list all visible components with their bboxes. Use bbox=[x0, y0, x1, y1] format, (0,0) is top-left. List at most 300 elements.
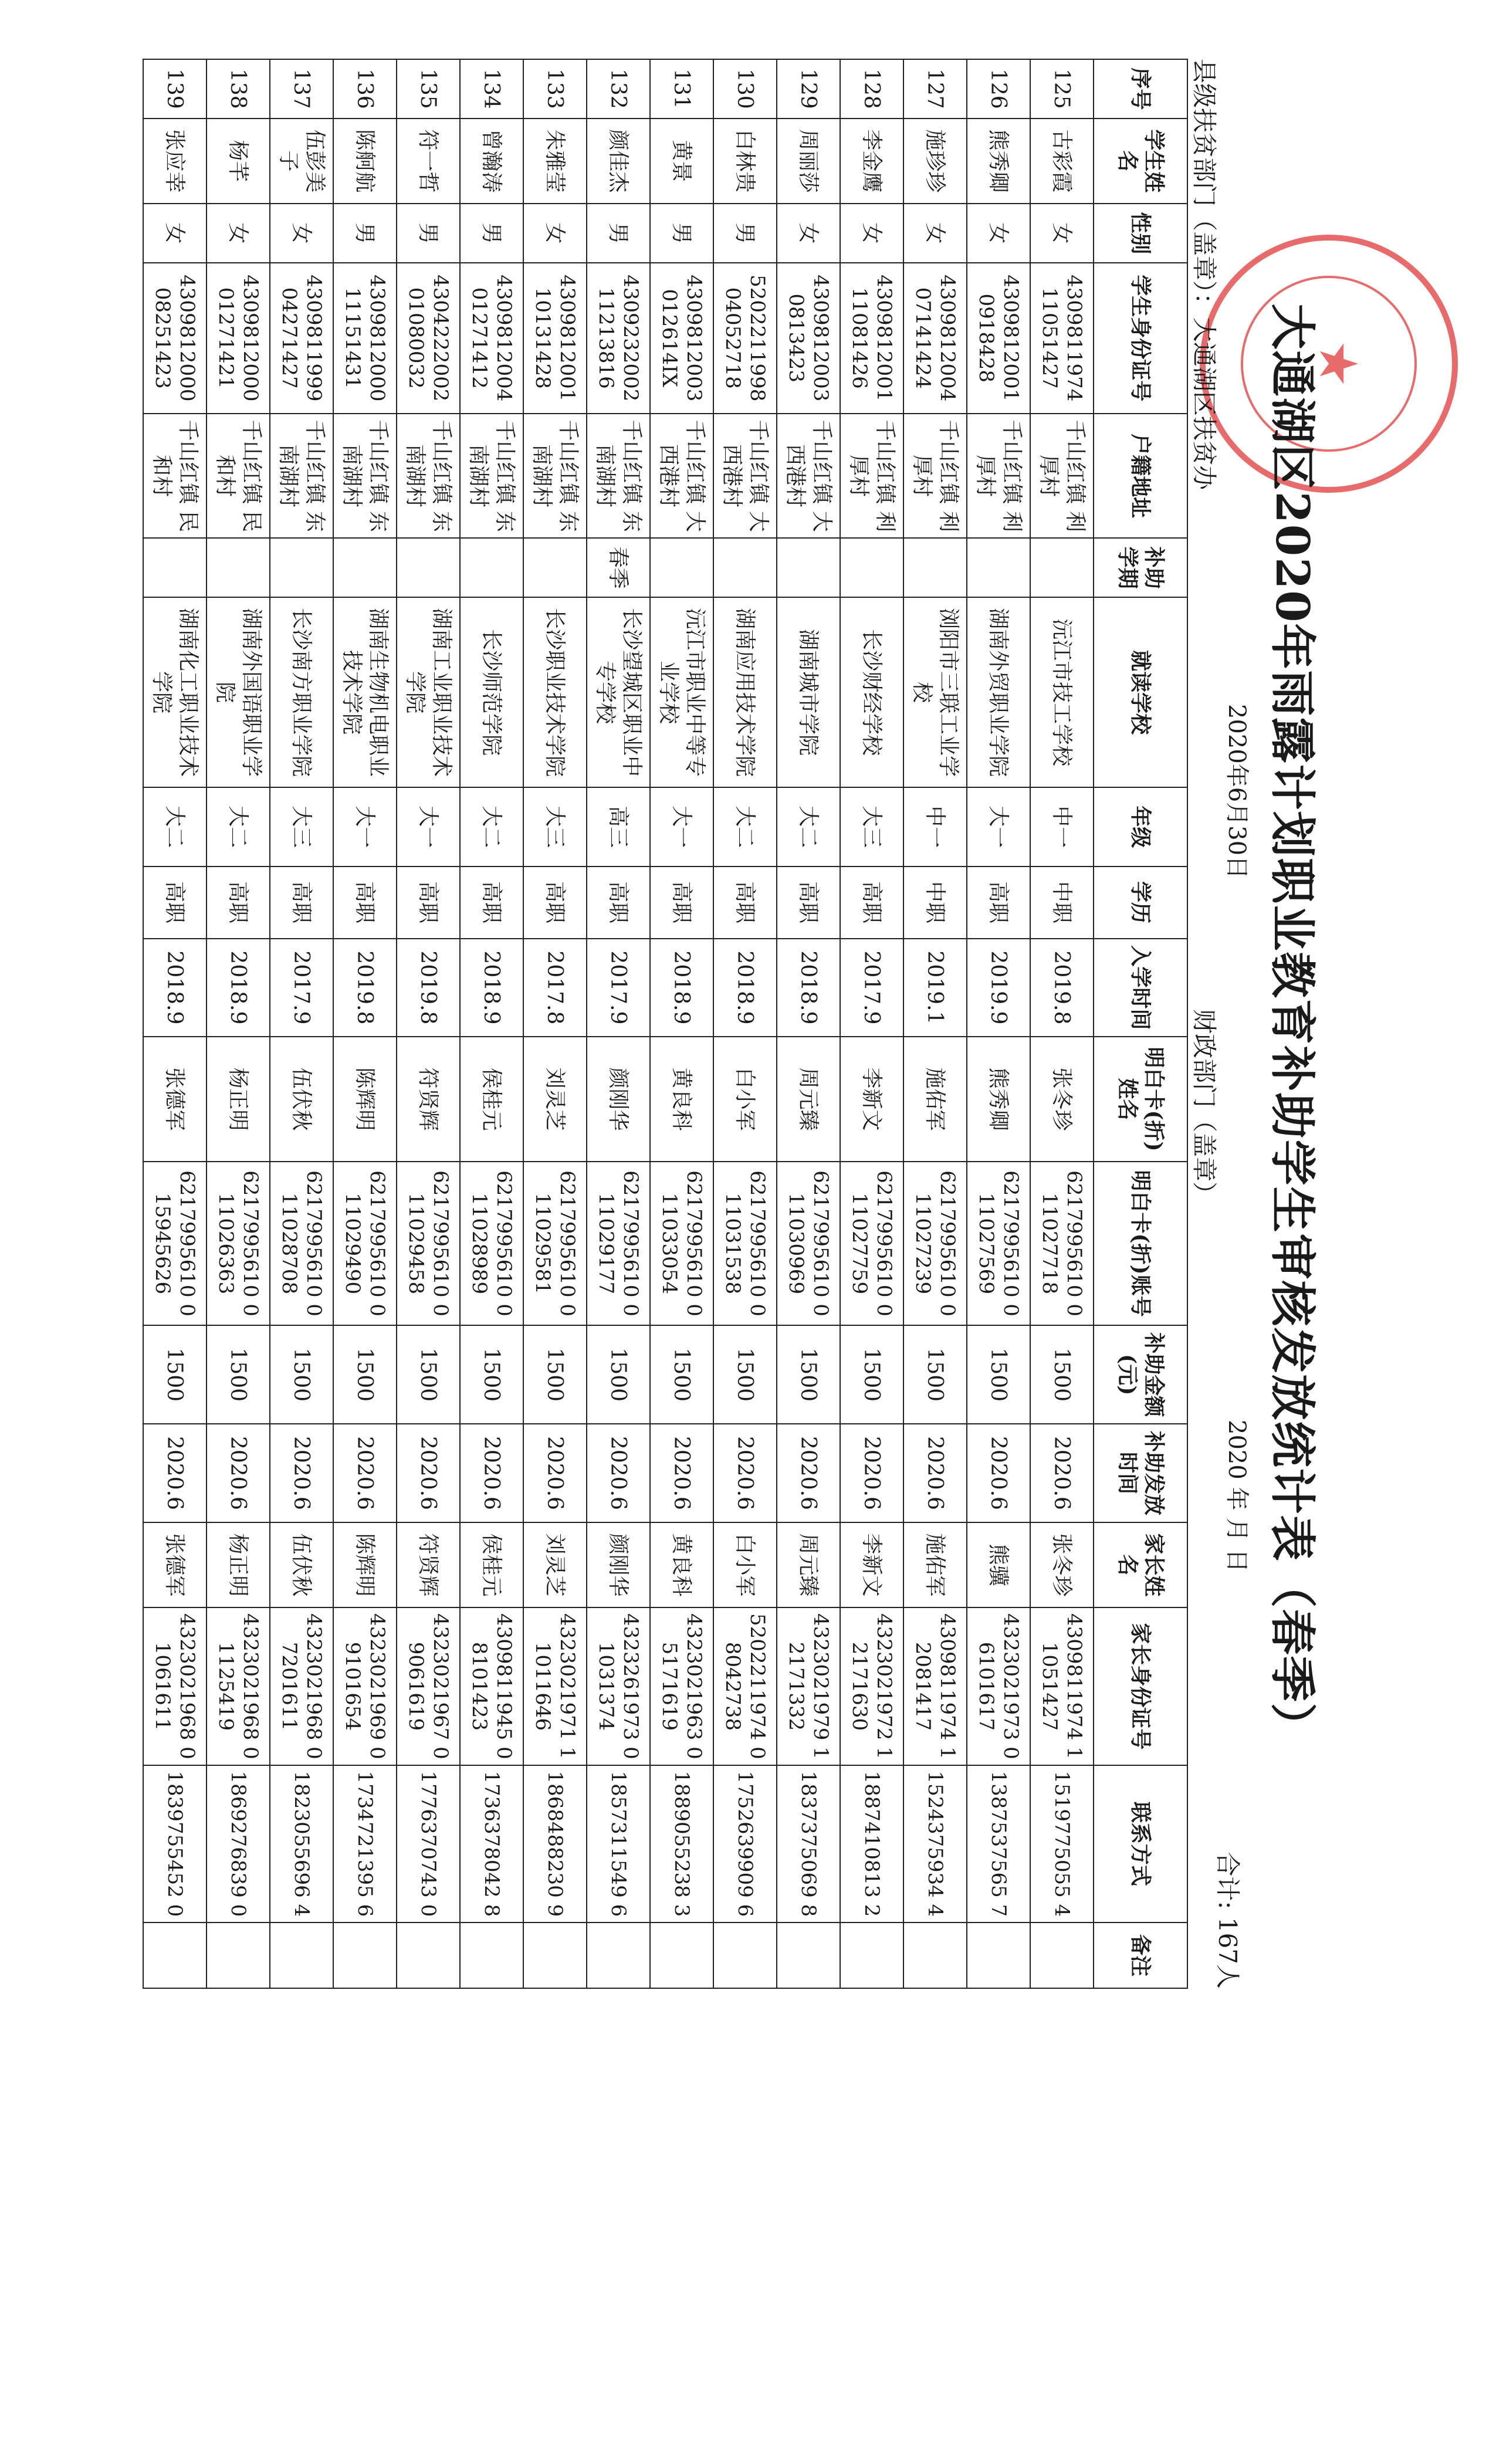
table-cell-id: 5202211998 04052718 bbox=[713, 263, 777, 414]
column-header: 户籍地址 bbox=[1094, 414, 1187, 538]
table-cell-note bbox=[333, 1923, 397, 1988]
table-cell-note bbox=[903, 1923, 967, 1988]
table-cell-parent: 杨正明 bbox=[207, 1522, 270, 1607]
column-header: 就读学校 bbox=[1094, 597, 1187, 787]
table-cell-school: 湖南工业职业技术学院 bbox=[397, 597, 460, 787]
table-cell-enroll: 2017.8 bbox=[523, 939, 587, 1037]
table-cell-parent-id: 4323021967 09061619 bbox=[397, 1607, 460, 1765]
table-cell-parent: 施佑军 bbox=[903, 1522, 967, 1607]
table-cell-card-name: 颜刚华 bbox=[587, 1037, 650, 1161]
table-cell-id: 4309811999 04271427 bbox=[270, 263, 333, 414]
official-seal-stamp: ★ bbox=[1200, 235, 1458, 493]
table-cell-sex: 女 bbox=[523, 204, 587, 263]
table-cell-school: 湖南城市学院 bbox=[777, 597, 840, 787]
table-cell-name: 李金鹰 bbox=[840, 119, 903, 204]
table-cell-note bbox=[397, 1923, 460, 1988]
table-cell-paid: 2020.6 bbox=[333, 1424, 397, 1522]
table-cell-paid: 2020.6 bbox=[460, 1424, 523, 1522]
column-header: 补助金额(元) bbox=[1094, 1325, 1187, 1424]
table-cell-term bbox=[840, 538, 903, 597]
table-cell-parent-id: 4323021973 06101617 bbox=[967, 1607, 1030, 1765]
table-cell-school: 湖南应用技术学院 bbox=[713, 597, 777, 787]
table-cell-note bbox=[713, 1923, 777, 1988]
table-cell-enroll: 2017.9 bbox=[840, 939, 903, 1037]
table-cell-addr: 千山红镇 东南湖村 bbox=[333, 414, 397, 538]
table-cell-school: 沅江市技工学校 bbox=[1030, 597, 1094, 787]
table-cell-name: 张应幸 bbox=[143, 119, 207, 204]
table-cell-parent-id: 4323021971 11011646 bbox=[523, 1607, 587, 1765]
county-department-label: 县级扶贫部门（盖章）：大通湖区扶贫办 bbox=[1190, 59, 1219, 490]
table-cell-sex: 女 bbox=[967, 204, 1030, 263]
column-header: 学历 bbox=[1094, 867, 1187, 939]
table-row bbox=[397, 59, 460, 1988]
table-cell-edu: 高职 bbox=[840, 867, 903, 939]
table-cell-edu: 高职 bbox=[143, 867, 207, 939]
total-count: 合计: 167人 bbox=[1213, 1852, 1242, 1989]
table-cell-name: 符一哲 bbox=[397, 119, 460, 204]
table-cell-account: 6217995610 011030969 bbox=[777, 1162, 840, 1326]
table-cell-addr: 千山红镇 民和村 bbox=[143, 414, 207, 538]
table-cell-amount: 1500 bbox=[397, 1325, 460, 1424]
table-cell-grade: 大一 bbox=[967, 787, 1030, 866]
table-cell-term bbox=[333, 538, 397, 597]
table-cell-edu: 高职 bbox=[270, 867, 333, 939]
table-cell-parent-id: 4309811974 11051427 bbox=[1030, 1607, 1094, 1765]
table-row bbox=[777, 59, 840, 1988]
table-cell-amount: 1500 bbox=[903, 1325, 967, 1424]
table-cell-school: 长沙南方职业学院 bbox=[270, 597, 333, 787]
table-cell-term bbox=[207, 538, 270, 597]
table-cell-sex: 男 bbox=[650, 204, 713, 263]
table-cell-sex: 男 bbox=[333, 204, 397, 263]
table-cell-name: 朱雅莹 bbox=[523, 119, 587, 204]
subsidy-table bbox=[143, 59, 1188, 1989]
table-cell-parent: 张冬珍 bbox=[1030, 1522, 1094, 1607]
table-cell-enroll: 2019.8 bbox=[333, 939, 397, 1037]
table-cell-no: 131 bbox=[650, 59, 713, 119]
table-cell-name: 熊秀卿 bbox=[967, 119, 1030, 204]
table-cell-school: 长沙望城区职业中专学校 bbox=[587, 597, 650, 787]
table-cell-parent: 刘灵芝 bbox=[523, 1522, 587, 1607]
table-cell-note bbox=[967, 1923, 1030, 1988]
table-cell-paid: 2020.6 bbox=[903, 1424, 967, 1522]
table-cell-no: 132 bbox=[587, 59, 650, 119]
table-cell-term bbox=[967, 538, 1030, 597]
table-cell-parent: 黄良科 bbox=[650, 1522, 713, 1607]
table-cell-parent: 张德军 bbox=[143, 1522, 207, 1607]
table-cell-note bbox=[650, 1923, 713, 1988]
table-cell-name: 白林贵 bbox=[713, 119, 777, 204]
table-cell-amount: 1500 bbox=[587, 1325, 650, 1424]
table-cell-edu: 中职 bbox=[903, 867, 967, 939]
table-cell-no: 138 bbox=[207, 59, 270, 119]
table-cell-card-name: 符贤辉 bbox=[397, 1037, 460, 1161]
table-cell-parent-id: 4323021968 01125419 bbox=[207, 1607, 270, 1765]
table-cell-edu: 高职 bbox=[967, 867, 1030, 939]
table-cell-account: 6217995610 011029581 bbox=[523, 1162, 587, 1326]
table-cell-term bbox=[903, 538, 967, 597]
table-cell-parent: 熊骥 bbox=[967, 1522, 1030, 1607]
table-cell-card-name: 周元臻 bbox=[777, 1037, 840, 1161]
table-cell-card-name: 杨正明 bbox=[207, 1037, 270, 1161]
table-cell-id: 4309812004 01271412 bbox=[460, 263, 523, 414]
table-cell-amount: 1500 bbox=[207, 1325, 270, 1424]
table-cell-edu: 中职 bbox=[1030, 867, 1094, 939]
table-cell-term bbox=[650, 538, 713, 597]
table-cell-no: 130 bbox=[713, 59, 777, 119]
table-cell-card-name: 白小军 bbox=[713, 1037, 777, 1161]
table-cell-paid: 2020.6 bbox=[1030, 1424, 1094, 1522]
table-cell-grade: 大一 bbox=[333, 787, 397, 866]
column-header: 家长身份证号 bbox=[1094, 1607, 1187, 1765]
table-row bbox=[460, 59, 523, 1988]
table-cell-amount: 1500 bbox=[777, 1325, 840, 1424]
table-cell-enroll: 2018.9 bbox=[143, 939, 207, 1037]
table-cell-school: 沅江市职业中等专业学校 bbox=[650, 597, 713, 787]
table-cell-parent: 李新文 bbox=[840, 1522, 903, 1607]
table-cell-card-name: 熊秀卿 bbox=[967, 1037, 1030, 1161]
table-cell-parent: 陈辉明 bbox=[333, 1522, 397, 1607]
table-cell-grade: 大三 bbox=[270, 787, 333, 866]
table-cell-paid: 2020.6 bbox=[713, 1424, 777, 1522]
table-cell-amount: 1500 bbox=[840, 1325, 903, 1424]
table-cell-phone: 1837375069 8 bbox=[777, 1765, 840, 1923]
table-cell-enroll: 2019.8 bbox=[397, 939, 460, 1037]
table-cell-term bbox=[523, 538, 587, 597]
table-cell-parent: 周元臻 bbox=[777, 1522, 840, 1607]
table-cell-addr: 千山红镇 利厚村 bbox=[967, 414, 1030, 538]
table-cell-no: 127 bbox=[903, 59, 967, 119]
table-cell-parent-id: 5202211974 08042738 bbox=[713, 1607, 777, 1765]
table-cell-addr: 千山红镇 东南湖村 bbox=[587, 414, 650, 538]
table-cell-name: 伍彭美子 bbox=[270, 119, 333, 204]
table-cell-enroll: 2017.9 bbox=[270, 939, 333, 1037]
table-cell-edu: 高职 bbox=[650, 867, 713, 939]
table-cell-addr: 千山红镇 大西港村 bbox=[713, 414, 777, 538]
table-cell-term bbox=[460, 538, 523, 597]
column-header: 备注 bbox=[1094, 1923, 1187, 1988]
rotated-document bbox=[150, 59, 1369, 1995]
document-title: 大通湖区2020年雨露计划职业教育补助学生审核发放统计表（春季） bbox=[1265, 303, 1319, 1750]
table-cell-sex: 男 bbox=[397, 204, 460, 263]
table-cell-term: 春季 bbox=[587, 538, 650, 597]
table-cell-note bbox=[270, 1923, 333, 1988]
table-cell-phone: 1734721395 6 bbox=[333, 1765, 397, 1923]
column-header: 明白卡(折)账号 bbox=[1094, 1162, 1187, 1326]
table-cell-edu: 高职 bbox=[333, 867, 397, 939]
table-cell-name: 古彩霞 bbox=[1030, 119, 1094, 204]
table-cell-note bbox=[1030, 1923, 1094, 1988]
table-cell-paid: 2020.6 bbox=[967, 1424, 1030, 1522]
table-cell-sex: 女 bbox=[840, 204, 903, 263]
table-cell-phone: 1519775055 4 bbox=[1030, 1765, 1094, 1923]
table-cell-school: 湖南化工职业技术学院 bbox=[143, 597, 207, 787]
table-cell-grade: 大二 bbox=[777, 787, 840, 866]
table-cell-account: 6217995610 011027759 bbox=[840, 1162, 903, 1326]
table-cell-enroll: 2019.8 bbox=[1030, 939, 1094, 1037]
table-row bbox=[840, 59, 903, 1988]
table-cell-paid: 2020.6 bbox=[207, 1424, 270, 1522]
table-cell-parent: 伍伏秋 bbox=[270, 1522, 333, 1607]
table-cell-note bbox=[777, 1923, 840, 1988]
table-cell-parent-id: 4323021969 09101654 bbox=[333, 1607, 397, 1765]
table-cell-no: 139 bbox=[143, 59, 207, 119]
table-cell-parent: 颜刚华 bbox=[587, 1522, 650, 1607]
table-cell-amount: 1500 bbox=[143, 1325, 207, 1424]
table-cell-account: 6217995610 011027718 bbox=[1030, 1162, 1094, 1326]
table-cell-account: 6217995610 011029458 bbox=[397, 1162, 460, 1326]
column-header: 家长姓名 bbox=[1094, 1522, 1187, 1607]
table-cell-phone: 1752639909 6 bbox=[713, 1765, 777, 1923]
table-cell-account: 6217995610 011031538 bbox=[713, 1162, 777, 1326]
table-cell-card-name: 刘灵芝 bbox=[523, 1037, 587, 1161]
column-header: 序号 bbox=[1094, 59, 1187, 119]
table-cell-parent-id: 4323021979 12171332 bbox=[777, 1607, 840, 1765]
table-cell-addr: 千山红镇 大西港村 bbox=[650, 414, 713, 538]
table-cell-sex: 女 bbox=[270, 204, 333, 263]
table-row bbox=[523, 59, 587, 1988]
table-cell-amount: 1500 bbox=[713, 1325, 777, 1424]
table-cell-phone: 1839755452 0 bbox=[143, 1765, 207, 1923]
table-cell-grade: 大一 bbox=[650, 787, 713, 866]
table-cell-note bbox=[840, 1923, 903, 1988]
table-cell-phone: 1776370743 0 bbox=[397, 1765, 460, 1923]
column-header: 学生身份证号 bbox=[1094, 263, 1187, 414]
table-cell-enroll: 2019.9 bbox=[967, 939, 1030, 1037]
table-cell-note bbox=[460, 1923, 523, 1988]
table-cell-addr: 千山红镇 利厚村 bbox=[903, 414, 967, 538]
table-cell-note bbox=[523, 1923, 587, 1988]
table-cell-no: 133 bbox=[523, 59, 587, 119]
table-cell-sex: 女 bbox=[903, 204, 967, 263]
column-header: 补助学期 bbox=[1094, 538, 1187, 597]
table-cell-no: 135 bbox=[397, 59, 460, 119]
table-cell-account: 6217995610 011027239 bbox=[903, 1162, 967, 1326]
table-cell-sex: 女 bbox=[777, 204, 840, 263]
table-cell-phone: 1887410813 2 bbox=[840, 1765, 903, 1923]
table-cell-grade: 大二 bbox=[143, 787, 207, 866]
table-cell-name: 杨芊 bbox=[207, 119, 270, 204]
table-cell-parent: 符贤辉 bbox=[397, 1522, 460, 1607]
table-cell-grade: 中一 bbox=[903, 787, 967, 866]
table-cell-id: 4309811974 11051427 bbox=[1030, 263, 1094, 414]
table-cell-enroll: 2018.9 bbox=[207, 939, 270, 1037]
column-header: 入学时间 bbox=[1094, 939, 1187, 1037]
table-cell-phone: 1869276839 0 bbox=[207, 1765, 270, 1923]
table-cell-card-name: 张德军 bbox=[143, 1037, 207, 1161]
table-cell-term bbox=[1030, 538, 1094, 597]
table-cell-name: 陈舸航 bbox=[333, 119, 397, 204]
table-cell-edu: 高职 bbox=[460, 867, 523, 939]
table-cell-id: 4309812000 11151431 bbox=[333, 263, 397, 414]
table-cell-school: 浏阳市三联工业学校 bbox=[903, 597, 967, 787]
table-cell-amount: 1500 bbox=[523, 1325, 587, 1424]
table-row bbox=[1030, 59, 1094, 1988]
table-cell-grade: 大二 bbox=[460, 787, 523, 866]
table-cell-parent: 侯桂元 bbox=[460, 1522, 523, 1607]
table-cell-id: 4309812000 08251423 bbox=[143, 263, 207, 414]
table-cell-no: 126 bbox=[967, 59, 1030, 119]
table-cell-parent: 白小军 bbox=[713, 1522, 777, 1607]
table-cell-account: 6217995610 011027569 bbox=[967, 1162, 1030, 1326]
table-cell-term bbox=[777, 538, 840, 597]
table-cell-name: 颜佳杰 bbox=[587, 119, 650, 204]
table-cell-addr: 千山红镇 东南湖村 bbox=[270, 414, 333, 538]
table-cell-phone: 1868488230 9 bbox=[523, 1765, 587, 1923]
table-cell-enroll: 2018.9 bbox=[777, 939, 840, 1037]
table-cell-parent-id: 4323021963 05171619 bbox=[650, 1607, 713, 1765]
table-cell-parent-id: 4309811974 12081417 bbox=[903, 1607, 967, 1765]
table-cell-enroll: 2017.9 bbox=[587, 939, 650, 1037]
table-cell-paid: 2020.6 bbox=[777, 1424, 840, 1522]
table-cell-addr: 千山红镇 利厚村 bbox=[840, 414, 903, 538]
table-cell-note bbox=[143, 1923, 207, 1988]
table-cell-school: 长沙财经学校 bbox=[840, 597, 903, 787]
table-cell-edu: 高职 bbox=[777, 867, 840, 939]
table-cell-name: 周丽莎 bbox=[777, 119, 840, 204]
table-cell-account: 6217995610 011026363 bbox=[207, 1162, 270, 1326]
table-cell-name: 曾瀚涛 bbox=[460, 119, 523, 204]
table-cell-sex: 女 bbox=[207, 204, 270, 263]
table-cell-parent-id: 4309811945 08101423 bbox=[460, 1607, 523, 1765]
table-cell-card-name: 张冬珍 bbox=[1030, 1037, 1094, 1161]
table-cell-phone: 1387537565 7 bbox=[967, 1765, 1030, 1923]
table-cell-account: 6217995610 011029490 bbox=[333, 1162, 397, 1326]
table-cell-paid: 2020.6 bbox=[587, 1424, 650, 1522]
table-cell-school: 湖南外贸职业学院 bbox=[967, 597, 1030, 787]
table-cell-edu: 高职 bbox=[523, 867, 587, 939]
table-cell-paid: 2020.6 bbox=[397, 1424, 460, 1522]
table-cell-account: 6217995610 015945626 bbox=[143, 1162, 207, 1326]
table-cell-id: 4309812001 0918428 bbox=[967, 263, 1030, 414]
table-cell-edu: 高职 bbox=[713, 867, 777, 939]
table-cell-paid: 2020.6 bbox=[270, 1424, 333, 1522]
table-cell-addr: 千山红镇 东南湖村 bbox=[523, 414, 587, 538]
column-header: 学生姓名 bbox=[1094, 119, 1187, 204]
table-cell-account: 6217995610 011028708 bbox=[270, 1162, 333, 1326]
table-cell-card-name: 陈辉明 bbox=[333, 1037, 397, 1161]
table-cell-phone: 1524375934 4 bbox=[903, 1765, 967, 1923]
table-cell-school: 长沙师范学院 bbox=[460, 597, 523, 787]
table-cell-grade: 大二 bbox=[713, 787, 777, 866]
table-cell-school: 湖南生物机电职业技术学院 bbox=[333, 597, 397, 787]
table-cell-phone: 1889055238 3 bbox=[650, 1765, 713, 1923]
table-cell-sex: 女 bbox=[1030, 204, 1094, 263]
table-cell-sex: 男 bbox=[460, 204, 523, 263]
table-cell-amount: 1500 bbox=[333, 1325, 397, 1424]
table-cell-account: 6217995610 011029177 bbox=[587, 1162, 650, 1326]
table-cell-grade: 大三 bbox=[840, 787, 903, 866]
table-cell-id: 4309812001 11081426 bbox=[840, 263, 903, 414]
table-cell-amount: 1500 bbox=[1030, 1325, 1094, 1424]
table-cell-enroll: 2018.9 bbox=[460, 939, 523, 1037]
table-row bbox=[207, 59, 270, 1988]
table-cell-no: 129 bbox=[777, 59, 840, 119]
table-cell-card-name: 李新文 bbox=[840, 1037, 903, 1161]
table-cell-paid: 2020.6 bbox=[840, 1424, 903, 1522]
table-cell-grade: 中一 bbox=[1030, 787, 1094, 866]
table-cell-sex: 女 bbox=[143, 204, 207, 263]
table-cell-amount: 1500 bbox=[460, 1325, 523, 1424]
table-cell-term bbox=[397, 538, 460, 597]
table-cell-amount: 1500 bbox=[270, 1325, 333, 1424]
table-cell-grade: 大三 bbox=[523, 787, 587, 866]
table-cell-school: 湖南外国语职业学院 bbox=[207, 597, 270, 787]
table-cell-addr: 千山红镇 东南湖村 bbox=[460, 414, 523, 538]
table-cell-id: 4309232002 11213816 bbox=[587, 263, 650, 414]
table-cell-card-name: 黄良科 bbox=[650, 1037, 713, 1161]
table-row bbox=[270, 59, 333, 1988]
table-cell-sex: 男 bbox=[713, 204, 777, 263]
table-cell-no: 125 bbox=[1030, 59, 1094, 119]
table-cell-phone: 1857311549 6 bbox=[587, 1765, 650, 1923]
table-cell-id: 4309812004 07141424 bbox=[903, 263, 967, 414]
table-cell-parent-id: 4323021968 07201611 bbox=[270, 1607, 333, 1765]
table-row bbox=[650, 59, 713, 1988]
table-body bbox=[143, 59, 1094, 1988]
table-cell-phone: 1823055696 4 bbox=[270, 1765, 333, 1923]
column-header: 补助发放时间 bbox=[1094, 1424, 1187, 1522]
table-cell-edu: 高职 bbox=[397, 867, 460, 939]
table-cell-sex: 男 bbox=[587, 204, 650, 263]
finance-department-label: 财政部门（盖章） bbox=[1190, 1009, 1219, 1207]
table-cell-paid: 2020.6 bbox=[650, 1424, 713, 1522]
table-cell-amount: 1500 bbox=[967, 1325, 1030, 1424]
table-cell-addr: 千山红镇 民和村 bbox=[207, 414, 270, 538]
table-cell-note bbox=[587, 1923, 650, 1988]
table-cell-phone: 1736378042 8 bbox=[460, 1765, 523, 1923]
report-date: 2020年6月30日 bbox=[1223, 704, 1250, 879]
table-cell-addr: 千山红镇 大西港村 bbox=[777, 414, 840, 538]
table-row bbox=[333, 59, 397, 1988]
column-header: 年级 bbox=[1094, 787, 1187, 866]
table-cell-term bbox=[713, 538, 777, 597]
table-cell-id: 4309812003 0813423 bbox=[777, 263, 840, 414]
table-cell-grade: 大一 bbox=[397, 787, 460, 866]
table-cell-card-name: 伍伏秋 bbox=[270, 1037, 333, 1161]
table-row bbox=[143, 59, 207, 1988]
table-cell-paid: 2020.6 bbox=[143, 1424, 207, 1522]
table-row bbox=[713, 59, 777, 1988]
table-cell-addr: 千山红镇 东南湖村 bbox=[397, 414, 460, 538]
table-cell-no: 136 bbox=[333, 59, 397, 119]
table-cell-parent-id: 4323021972 12171630 bbox=[840, 1607, 903, 1765]
table-cell-no: 134 bbox=[460, 59, 523, 119]
table-cell-amount: 1500 bbox=[650, 1325, 713, 1424]
table-row bbox=[967, 59, 1030, 1988]
table-cell-account: 6217995610 011033054 bbox=[650, 1162, 713, 1326]
table-cell-grade: 高三 bbox=[587, 787, 650, 866]
table-cell-enroll: 2018.9 bbox=[713, 939, 777, 1037]
table-cell-note bbox=[207, 1923, 270, 1988]
table-cell-no: 128 bbox=[840, 59, 903, 119]
table-cell-card-name: 施佑军 bbox=[903, 1037, 967, 1161]
table-cell-no: 137 bbox=[270, 59, 333, 119]
column-header: 明白卡(折)姓名 bbox=[1094, 1037, 1187, 1161]
table-cell-enroll: 2018.9 bbox=[650, 939, 713, 1037]
table-cell-id: 4309812000 01271421 bbox=[207, 263, 270, 414]
table-cell-name: 施珍珍 bbox=[903, 119, 967, 204]
table-cell-account: 6217995610 011028989 bbox=[460, 1162, 523, 1326]
table-cell-id: 4309812003 012614IX bbox=[650, 263, 713, 414]
table-cell-edu: 高职 bbox=[207, 867, 270, 939]
table-cell-grade: 大二 bbox=[207, 787, 270, 866]
table-cell-enroll: 2019.1 bbox=[903, 939, 967, 1037]
report-date-blank: 2020 年 月 日 bbox=[1223, 1420, 1250, 1572]
column-header: 性别 bbox=[1094, 204, 1187, 263]
table-cell-term bbox=[143, 538, 207, 597]
table-cell-paid: 2020.6 bbox=[523, 1424, 587, 1522]
